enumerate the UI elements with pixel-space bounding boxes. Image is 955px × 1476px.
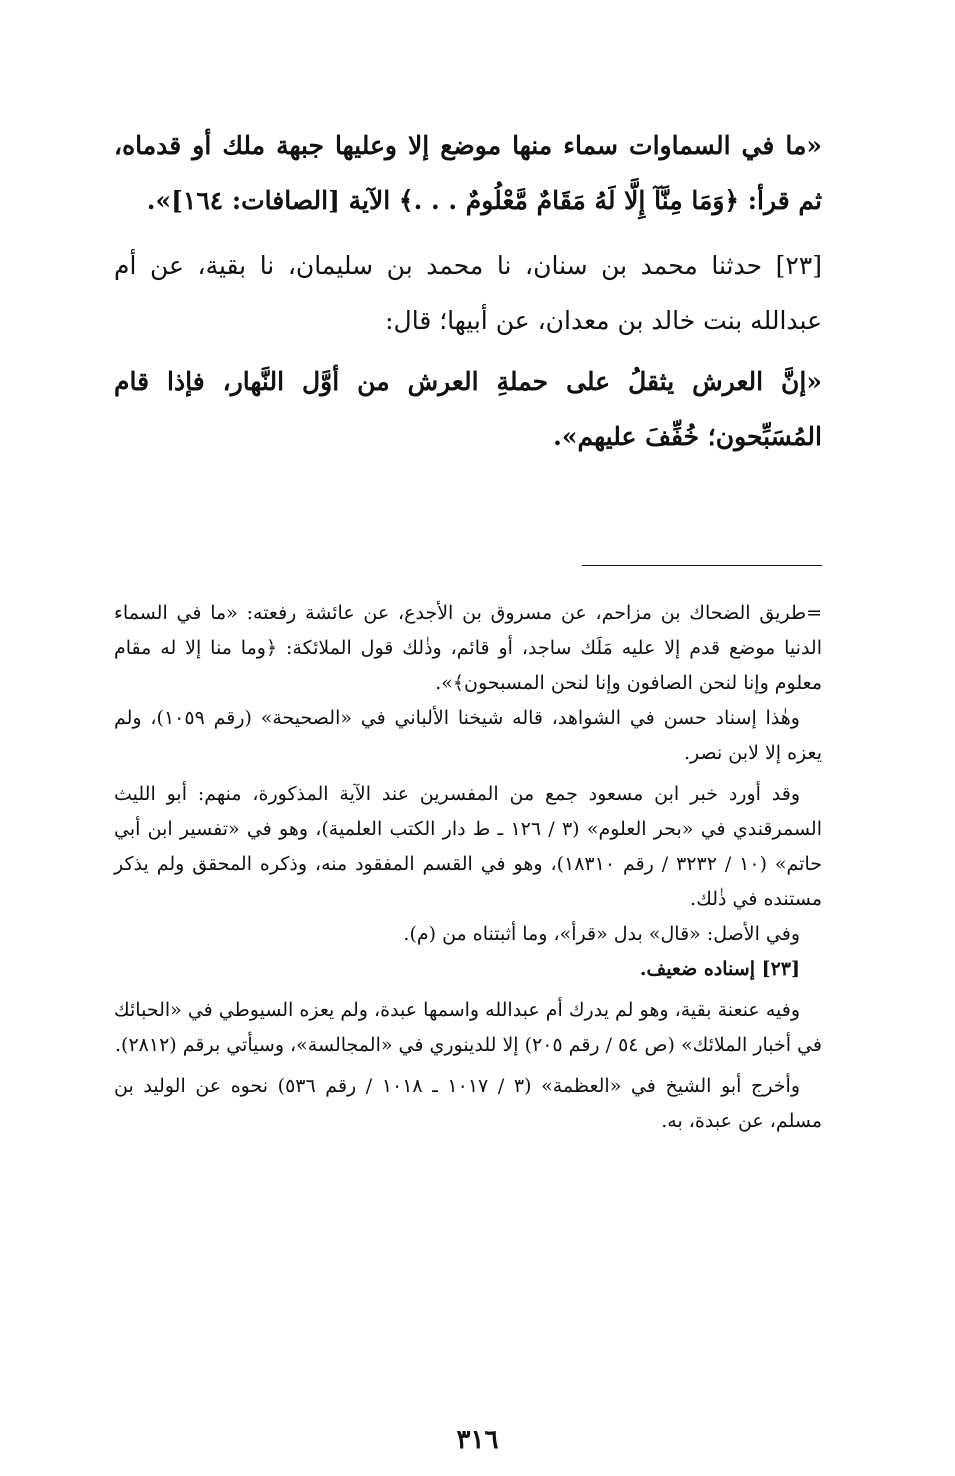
footnote-paragraph: وفيه عنعنة بقية، وهو لم يدرك أم عبدالله واسمها عبدة، ولم يعزه السيوطي في «الحبائك في أخبار الملائك» (ص ٥٤ / رقم ٢٠٥) إلا للدينوري في «المجالسة»، وسيأتي برقم (٢٨١٢). — [114, 999, 822, 1056]
footnote-heading-23: [٢٣] إسناده ضعيف. — [639, 958, 800, 980]
isnad-23: [٢٣] حدثنا محمد بن سنان، نا محمد بن سليمان، نا بقية، عن أم عبدالله بنت خالد بن معدان، عن أبيها؛ قال: — [114, 251, 822, 335]
main-text — [114, 118, 822, 464]
footnote-paragraph: وأخرج أبو الشيخ في «العظمة» (٣ / ١٠١٧ ـ ١٠١٨ / رقم ٥٣٦) نحوه عن الوليد بن مسلم، عن عبدة، به. — [114, 1075, 822, 1132]
footnote-paragraph: وفي الأصل: «قال» بدل «قرأ»، وما أثبتناه من (م). — [403, 923, 800, 945]
page-number: ٣١٦ — [456, 1425, 499, 1455]
footnote-divider — [582, 565, 822, 566]
footnote-paragraph: وهٰذا إسناد حسن في الشواهد، قاله شيخنا الألباني في «الصحيحة» (رقم ١٠٥٩)، ولم يعزه إلا لابن نصر. — [114, 707, 822, 764]
hadith-text-1: «ما في السماوات سماء منها موضع إلا وعليها جبهة ملك أو قدماه، ثم قرأ: ﴿وَمَا مِنَّآ إِلَّا لَهُ مَقَامٌ مَّعْلُومٌ . . .﴾ الآية [الصافات: ١٦٤]». — [114, 131, 822, 215]
hadith-text-23: «إنَّ العرش يثقلُ على حملةِ العرش من أوَّل النَّهار، فإذا قام المُسَبِّحون؛ خُفِّفَ عليهم». — [114, 367, 822, 451]
footnote-paragraph: وقد أورد خبر ابن مسعود جمع من المفسرين عند الآية المذكورة، منهم: أبو الليث السمرقندي في «بحر العلوم» (٣ / ١٢٦ ـ ط دار الكتب العلمية)، وهو في «تفسير ابن أبي حاتم» (١٠ / ٣٢٣٢ / رقم ١٨٣١٠)، وهو في القسم المفقود منه، وذكره المحقق ولم يذكر مستنده في ذٰلك. — [114, 783, 822, 910]
footnote-continuation: =طريق الضحاك بن مزاحم، عن مسروق بن الأجدع، عن عائشة رفعته: «ما في السماء الدنيا موضع قدم إلا عليه مَلَك ساجد، أو قائم، وذٰلك قول الملائكة: ﴿وما منا إلا له مقام معلوم وإنا لنحن الصافون وإنا لنحن المسبحون﴾». — [114, 602, 822, 694]
footnotes — [114, 596, 822, 1139]
